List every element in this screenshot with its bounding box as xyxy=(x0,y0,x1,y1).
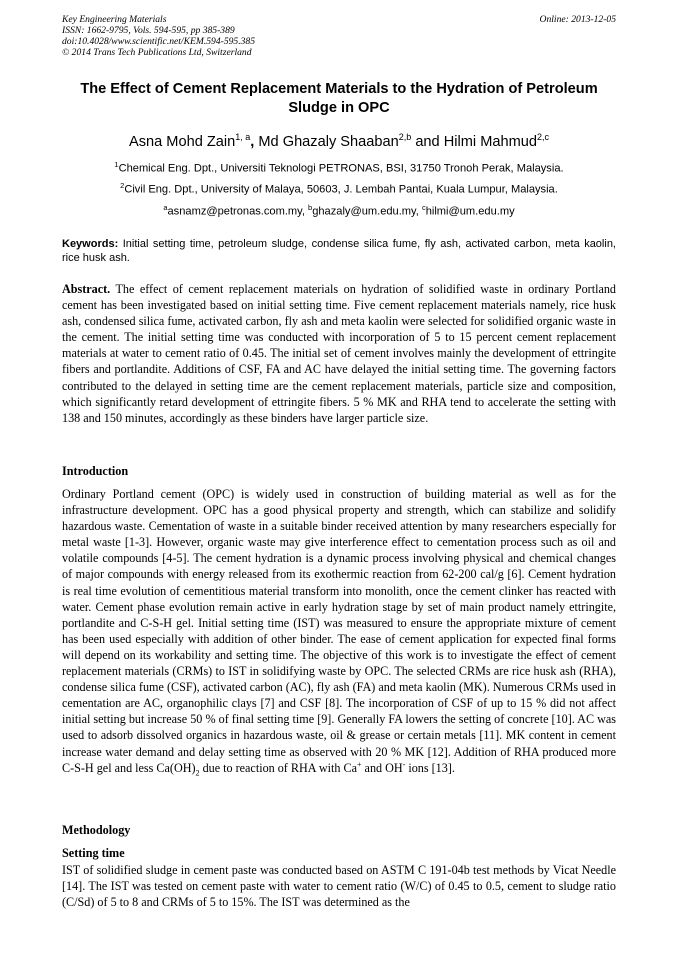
abstract-label: Abstract. xyxy=(62,282,111,296)
subscript: 2 xyxy=(195,768,200,778)
introduction-text: ions [13]. xyxy=(405,760,455,775)
author-marker: 2,b xyxy=(398,132,412,142)
online-date: Online: 2013-12-05 xyxy=(539,14,616,25)
methodology-heading: Methodology xyxy=(62,823,131,837)
introduction-paragraph xyxy=(62,486,616,776)
setting-time-subheading: Setting time xyxy=(62,846,125,860)
email-marker: a xyxy=(163,203,168,212)
journal-doi: doi:10.4028/www.scientific.net/KEM.594-595.385 xyxy=(62,36,256,47)
affiliation-1 xyxy=(62,158,616,176)
author-separator: , xyxy=(250,133,259,150)
keywords-label: Keywords: xyxy=(62,238,119,250)
superscript: + xyxy=(357,759,362,769)
abstract xyxy=(62,281,616,426)
affiliation-text: Chemical Eng. Dpt., Universiti Teknologi PETRONAS, BSI, 31750 Tronoh Perak, Malaysia. xyxy=(118,162,564,175)
email-marker: b xyxy=(308,203,313,212)
introduction-text: due to reaction of RHA with Ca xyxy=(199,760,357,775)
author-name: Asna Mohd Zain xyxy=(128,133,236,150)
email-link[interactable]: ghazaly@um.edu.my, xyxy=(312,205,422,218)
affiliation-marker: 2 xyxy=(120,181,125,190)
journal-issn: ISSN: 1662-9795, Vols. 594-595, pp 385-389 xyxy=(62,25,235,36)
affiliation-marker: 1 xyxy=(114,160,119,169)
author-name: Hilmi Mahmud xyxy=(443,133,537,150)
introduction-text: and OH xyxy=(361,760,403,775)
author-list xyxy=(62,127,616,152)
introduction-text: Ordinary Portland cement (OPC) is widely used in construction of building material as well as for the infrastructure development. OPC has a good physical property and strength, which can stabilize and solidify hazardous waste. Cementation of waste in a suitable binder received attention by many researchers especially for metal waste [1-3]. However, organic waste may give interference effect to cementation process such as oil and volatile compounds [4-5]. The cement hydration is a dynamic process involving physical and chemical changes of major compounds with energy released from its exothermic reaction from 62-200 cal/g [6]. Cement hydration is real time evolution of cementitious material transform into monolith, once the cement clinker has reacted with water. Cement phase evolution remain active in early hydration stage by set of main product namely ettringite, portlandite and C-S-H gel. Initial setting time (IST) was measured to ensure the appropriate mixture of cement has been used especially with addition of other binder. The ease of cement application for expected final forms will depend on its workability and setting time. The objective of this work is to investigate the effect of cement replacement materials (CRMs) to IST in solidifying waste by OPC. The selected CRMs are rice husk ash (RHA), condense silica fume (CSF), activated carbon (AC), fly ash (FA) and meta kaolin (MK). Numerous CRMs used in cementation are AC, organophilic clays [7] and CSF [8]. The incorporation of CSF of up to 15 % did not affect initial setting but increase 50 % of final setting time [9]. Generally FA lowers the setting of concrete [10]. AC was used to adsorb dissolved organics in hazardous waste, oil & grease or certain metals [11]. MK content in cement increase water demand and delay setting time as observed with 20 % MK [12]. Addition of RHA produced more C-S-H gel and less Ca(OH) xyxy=(62,487,616,775)
journal-name: Key Engineering Materials xyxy=(62,14,167,25)
journal-copyright: © 2014 Trans Tech Publications Ltd, Switzerland xyxy=(62,47,252,58)
journal-header xyxy=(62,14,616,58)
keywords-text: Initial setting time, petroleum sludge, condense silica fume, fly ash, activated carbon, meta kaolin, rice husk ash. xyxy=(62,238,616,264)
affiliation-2 xyxy=(62,179,616,197)
abstract-text: The effect of cement replacement materials on hydration of solidified waste in ordinary Portland cement has been investigated based on initial setting time. Five cement replacement materials namely, rice husk ash, condensed silica fume, activated carbon, fly ash and meta kaolin were selected for solidified organic waste in the cement. The initial setting time was conducted with incorporation of 5 to 15 percent cement replacement materials at water to cement ratio of 0.45. The initial set of cement involves mainly the development of ettringite fibers and portlandite. Additions of CSF, FA and AC have delayed the initial setting time. The governing factors contributed to the delayed in setting time are the cement replacement materials, particle size and composition, which significantly retard development of ettringite fibers. 5 % MK and RHA tend to accelerate the setting with 138 and 150 minutes, accordingly as these binders have larger particle size. xyxy=(62,282,616,425)
introduction-heading: Introduction xyxy=(62,464,129,478)
author-separator: and xyxy=(411,133,444,150)
setting-time-paragraph: IST of solidified sludge in cement paste was conducted based on ASTM C 191-04b test methods by Vicat Needle [14]. The IST was tested on cement paste with water to cement ratio (W/C) of 0.45 to 0.5, cement to sludge ratio (C/Sd) of 5 to 8 and CRMs of 5 to 15%. The IST was determined as the xyxy=(62,863,616,910)
keywords xyxy=(62,237,616,265)
paper-title: The Effect of Cement Replacement Materials to the Hydration of Petroleum Sludge in OPC xyxy=(80,81,598,116)
email-marker: c xyxy=(421,203,426,212)
superscript: - xyxy=(402,759,406,769)
author-marker: 2,c xyxy=(537,132,550,142)
author-emails xyxy=(62,201,616,219)
author-marker: 1, a xyxy=(235,132,251,142)
author-name: Md Ghazaly Shaaban xyxy=(258,133,399,150)
affiliation-text: Civil Eng. Dpt., University of Malaya, 50603, J. Lembah Pantai, Kuala Lumpur, Malaysia. xyxy=(124,183,558,196)
email-link[interactable]: asnamz@petronas.com.my, xyxy=(167,205,309,218)
email-link[interactable]: hilmi@um.edu.my xyxy=(425,205,515,218)
